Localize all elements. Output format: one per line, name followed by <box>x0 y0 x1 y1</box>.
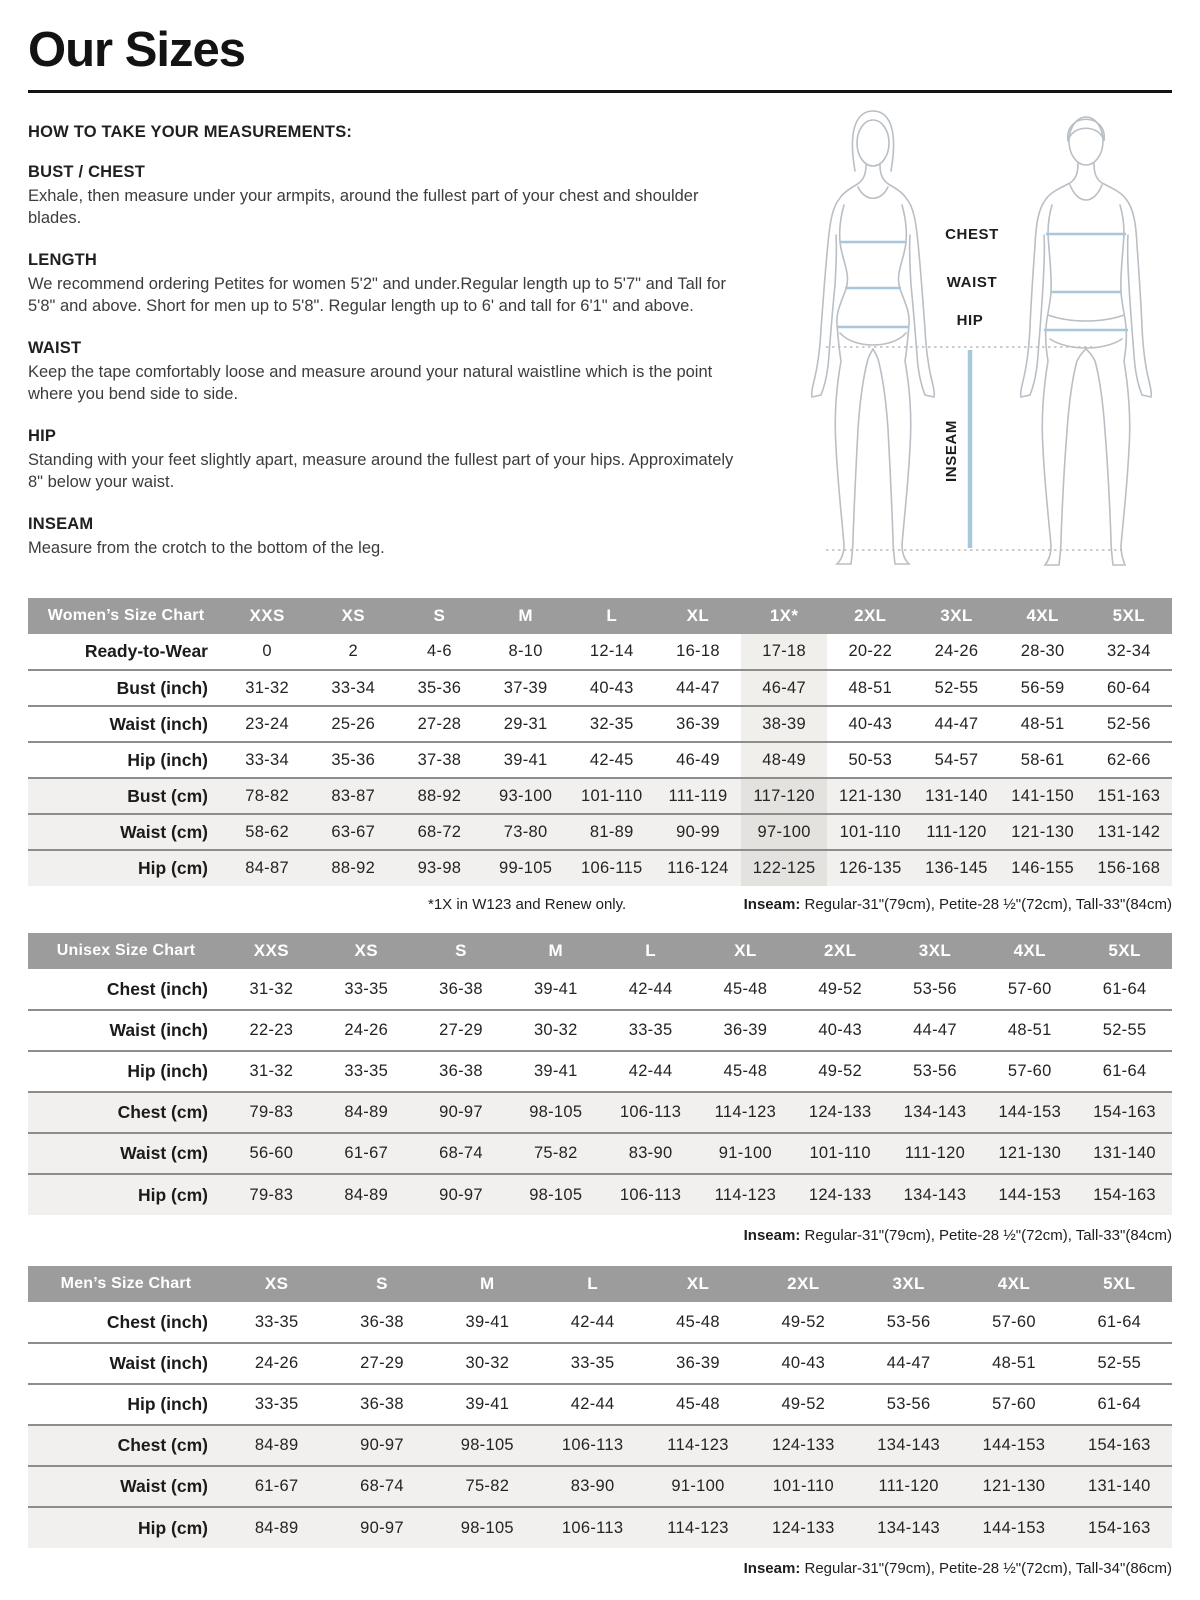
row-label: Waist (inch) <box>109 1020 208 1040</box>
size-cell: 39-41 <box>465 1395 510 1413</box>
size-cell: 88-92 <box>310 850 396 886</box>
size-cell: 106-113 <box>540 1425 645 1466</box>
size-cell: 38-39 <box>741 706 827 742</box>
size-cell: 124-133 <box>751 1425 856 1466</box>
bust-chest-text: Exhale, then measure under your armpits, around the fullest part of your chest and shoulder blades. <box>28 187 699 227</box>
size-column-header: XL <box>698 933 793 969</box>
row-label: Hip (cm) <box>28 1174 224 1215</box>
row-label: Hip (inch) <box>127 749 208 770</box>
size-column-header: 4XL <box>1000 598 1086 634</box>
size-cell: 37-39 <box>503 678 548 697</box>
size-cell: 114-123 <box>698 1092 793 1133</box>
size-cell: 49-52 <box>781 1312 826 1331</box>
size-cell: 98-105 <box>508 1174 603 1215</box>
row-label: Bust (inch) <box>116 677 208 698</box>
size-cell: 52-55 <box>934 678 979 697</box>
size-cell: 25-26 <box>331 714 376 733</box>
size-cell: 134-143 <box>888 1174 983 1215</box>
size-cell: 39-41 <box>533 979 578 998</box>
row-label: Hip (cm) <box>28 1507 224 1548</box>
size-cell: 154-163 <box>1067 1507 1172 1548</box>
hip-heading: HIP <box>28 426 57 445</box>
womens-size-chart-table <box>28 598 1172 886</box>
size-cell: 154-163 <box>1077 1174 1172 1215</box>
size-cell: 131-140 <box>1077 1133 1172 1174</box>
row-label: Chest (cm) <box>28 1092 224 1133</box>
size-cell: 49-52 <box>781 1395 826 1413</box>
size-cell: 122-125 <box>741 850 827 886</box>
size-cell: 114-123 <box>645 1507 750 1548</box>
size-cell: 32-35 <box>589 714 634 733</box>
size-cell: 48-51 <box>992 1354 1036 1372</box>
length-text: We recommend ordering Petites for women 5'2" and under.Regular length up to 5'7" and Tall for 5'8" and above. Short for men up to 5'8". Regular length up to 6' and tall for 6'1" and above. <box>28 274 726 315</box>
size-column-header: M <box>508 933 603 969</box>
row-label: Hip (cm) <box>28 850 224 886</box>
row-label: Bust (cm) <box>28 778 224 814</box>
unisex-size-chart <box>28 933 1172 1215</box>
size-cell: 36-38 <box>360 1395 404 1413</box>
size-cell: 53-56 <box>913 1062 957 1080</box>
male-figure <box>1021 117 1152 565</box>
page-title: Our Sizes <box>28 23 246 77</box>
womens-size-chart <box>28 598 1172 886</box>
size-column-header: 2XL <box>827 598 913 634</box>
size-cell: 97-100 <box>741 814 827 850</box>
size-cell: 39-41 <box>465 1312 510 1331</box>
size-cell: 61-64 <box>1102 979 1147 998</box>
size-cell: 90-97 <box>329 1425 434 1466</box>
size-cell: 106-113 <box>603 1174 698 1215</box>
size-cell: 84-89 <box>224 1425 329 1466</box>
size-cell: 83-90 <box>603 1133 698 1174</box>
intro-section <box>28 97 1172 584</box>
size-column-header: S <box>414 933 509 969</box>
size-cell: 8-10 <box>508 642 543 660</box>
size-cell: 98-105 <box>508 1092 603 1133</box>
size-cell: 62-66 <box>1107 750 1151 769</box>
size-cell: 61-67 <box>224 1466 329 1507</box>
row-label: Chest (inch) <box>106 1311 208 1332</box>
size-cell: 131-140 <box>913 778 999 814</box>
size-cell: 33-35 <box>628 1021 673 1039</box>
size-cell: 16-18 <box>676 642 720 660</box>
size-cell: 124-133 <box>793 1092 888 1133</box>
size-column-header: XS <box>224 1266 329 1302</box>
size-cell: 136-145 <box>913 850 999 886</box>
size-cell: 31-32 <box>245 678 289 697</box>
size-cell: 60-64 <box>1107 678 1151 697</box>
table-row <box>28 1051 1172 1092</box>
size-cell: 116-124 <box>655 850 741 886</box>
table-title: Men’s Size Chart <box>28 1266 224 1302</box>
size-cell: 42-44 <box>570 1395 615 1413</box>
size-cell: 111-119 <box>655 778 741 814</box>
size-column-header: XS <box>310 598 396 634</box>
size-cell: 46-49 <box>676 750 720 769</box>
size-column-header: 3XL <box>913 598 999 634</box>
size-cell: 68-74 <box>329 1466 434 1507</box>
size-cell: 24-26 <box>254 1354 299 1372</box>
table-row <box>28 1466 1172 1507</box>
table-row <box>28 1174 1172 1215</box>
size-cell: 27-28 <box>417 714 462 733</box>
size-cell: 58-61 <box>1020 750 1065 769</box>
table-row <box>28 706 1172 742</box>
size-cell: 68-72 <box>396 814 482 850</box>
table-row <box>28 670 1172 706</box>
hip-label: HIP <box>956 312 984 329</box>
size-column-header: XL <box>645 1266 750 1302</box>
size-cell: 134-143 <box>856 1425 961 1466</box>
size-cell: 101-110 <box>793 1133 888 1174</box>
size-column-header: M <box>435 1266 540 1302</box>
size-cell: 33-35 <box>570 1354 615 1372</box>
size-cell: 42-45 <box>589 750 634 769</box>
size-cell: 32-34 <box>1107 642 1151 660</box>
size-cell: 53-56 <box>886 1395 931 1413</box>
table-row <box>28 1343 1172 1384</box>
size-cell: 27-29 <box>360 1354 404 1372</box>
size-cell: 36-38 <box>360 1312 404 1331</box>
size-cell: 144-153 <box>982 1174 1077 1215</box>
size-cell: 61-67 <box>319 1133 414 1174</box>
size-cell: 45-48 <box>723 979 768 998</box>
row-label: Hip (inch) <box>127 1061 208 1081</box>
size-cell: 33-35 <box>344 1062 389 1080</box>
size-cell: 134-143 <box>888 1092 983 1133</box>
size-cell: 57-60 <box>992 1312 1036 1331</box>
size-cell: 68-74 <box>414 1133 509 1174</box>
size-cell: 101-110 <box>751 1466 856 1507</box>
row-label: Hip (inch) <box>127 1394 208 1414</box>
size-cell: 63-67 <box>310 814 396 850</box>
size-cell: 42-44 <box>628 1062 673 1080</box>
size-cell: 48-51 <box>848 678 893 697</box>
size-cell: 79-83 <box>224 1092 319 1133</box>
size-cell: 27-29 <box>439 1021 483 1039</box>
mens-size-chart <box>28 1266 1172 1548</box>
size-cell: 44-47 <box>934 714 979 733</box>
size-cell: 45-48 <box>676 1395 720 1413</box>
row-label: Waist (cm) <box>28 1466 224 1507</box>
size-column-header: XL <box>655 598 741 634</box>
waist-heading: WAIST <box>28 338 82 357</box>
size-cell: 56-59 <box>1020 678 1065 697</box>
size-column-header: L <box>603 933 698 969</box>
size-cell: 31-32 <box>249 979 294 998</box>
size-cell: 144-153 <box>961 1425 1066 1466</box>
row-label: Chest (cm) <box>28 1425 224 1466</box>
table-row <box>28 1092 1172 1133</box>
size-cell: 84-89 <box>319 1092 414 1133</box>
size-column-header: 5XL <box>1067 1266 1172 1302</box>
size-cell: 111-120 <box>913 814 999 850</box>
chest-label: CHEST <box>945 226 999 243</box>
size-cell: 134-143 <box>856 1507 961 1548</box>
size-cell: 45-48 <box>723 1062 768 1080</box>
size-column-header: 4XL <box>961 1266 1066 1302</box>
table-row <box>28 778 1172 814</box>
size-cell: 78-82 <box>224 778 310 814</box>
size-cell: 57-60 <box>1007 979 1052 998</box>
size-cell: 40-43 <box>589 678 634 697</box>
size-cell: 111-120 <box>856 1466 961 1507</box>
size-cell: 99-105 <box>483 850 569 886</box>
mens-table-footnotes <box>28 1560 1172 1577</box>
mens-inseam-footnote: Inseam: Regular-31"(79cm), Petite-28 ½"(72cm), Tall-34"(86cm) <box>743 1560 1172 1577</box>
table-row <box>28 1507 1172 1548</box>
size-cell: 121-130 <box>961 1466 1066 1507</box>
table-row <box>28 850 1172 886</box>
size-cell: 52-56 <box>1107 714 1151 733</box>
row-label: Waist (inch) <box>109 1353 208 1373</box>
size-cell: 33-35 <box>254 1395 299 1413</box>
size-cell: 28-30 <box>1020 642 1065 660</box>
table-title: Unisex Size Chart <box>28 933 224 969</box>
measurement-figure <box>780 99 1172 584</box>
size-cell: 2 <box>348 642 358 660</box>
size-cell: 37-38 <box>417 750 462 769</box>
size-column-header: XXS <box>224 598 310 634</box>
size-cell: 29-31 <box>503 714 548 733</box>
size-cell: 48-49 <box>741 742 827 778</box>
size-cell: 30-32 <box>465 1354 510 1372</box>
size-cell: 90-99 <box>655 814 741 850</box>
size-cell: 35-36 <box>331 750 376 769</box>
size-cell: 144-153 <box>961 1507 1066 1548</box>
size-cell: 84-89 <box>319 1174 414 1215</box>
size-cell: 114-123 <box>645 1425 750 1466</box>
size-column-header: L <box>540 1266 645 1302</box>
size-column-header: 4XL <box>982 933 1077 969</box>
size-cell: 106-113 <box>603 1092 698 1133</box>
size-cell: 154-163 <box>1067 1425 1172 1466</box>
size-cell: 106-115 <box>569 850 655 886</box>
size-column-header: 3XL <box>888 933 983 969</box>
size-cell: 48-51 <box>1007 1021 1052 1039</box>
size-cell: 98-105 <box>435 1425 540 1466</box>
size-cell: 101-110 <box>569 778 655 814</box>
hip-text: Standing with your feet slightly apart, measure around the fullest part of your hips. Approximately 8" below your waist. <box>28 450 734 491</box>
size-cell: 42-44 <box>628 979 673 998</box>
size-cell: 24-26 <box>934 642 979 660</box>
size-cell: 151-163 <box>1086 778 1172 814</box>
size-cell: 42-44 <box>570 1312 615 1331</box>
row-label: Chest (inch) <box>106 978 208 999</box>
size-cell: 83-90 <box>540 1466 645 1507</box>
size-cell: 36-39 <box>676 714 720 733</box>
instructions-heading: HOW TO TAKE YOUR MEASUREMENTS: <box>28 123 353 141</box>
size-tables-section <box>28 598 1172 1577</box>
inseam-text: Measure from the crotch to the bottom of the leg. <box>28 538 385 557</box>
table-row <box>28 1302 1172 1343</box>
size-column-header: 2XL <box>793 933 888 969</box>
size-cell: 83-87 <box>310 778 396 814</box>
title-divider <box>28 90 1172 93</box>
size-cell: 114-123 <box>698 1174 793 1215</box>
size-cell: 44-47 <box>676 678 720 697</box>
row-label: Waist (inch) <box>109 713 208 734</box>
size-cell: 30-32 <box>533 1021 578 1039</box>
size-cell: 33-34 <box>331 678 376 697</box>
size-cell: 33-35 <box>344 979 389 998</box>
mens-size-chart-table <box>28 1266 1172 1548</box>
size-cell: 53-56 <box>913 979 957 998</box>
size-cell: 44-47 <box>913 1021 957 1039</box>
size-cell: 101-110 <box>827 814 913 850</box>
1x-footnote: *1X in W123 and Renew only. <box>428 896 627 913</box>
inseam-label: INSEAM <box>943 420 960 482</box>
size-cell: 144-153 <box>982 1092 1077 1133</box>
size-cell: 17-18 <box>741 634 827 670</box>
length-heading: LENGTH <box>28 250 98 269</box>
size-cell: 35-36 <box>417 678 462 697</box>
size-cell: 44-47 <box>886 1354 931 1372</box>
size-cell: 4-6 <box>427 642 452 660</box>
size-cell: 156-168 <box>1086 850 1172 886</box>
size-cell: 48-51 <box>1020 714 1065 733</box>
size-cell: 58-62 <box>224 814 310 850</box>
size-cell: 39-41 <box>533 1062 578 1080</box>
table-row <box>28 1384 1172 1425</box>
size-column-header: S <box>396 598 482 634</box>
size-cell: 121-130 <box>827 778 913 814</box>
size-cell: 56-60 <box>224 1133 319 1174</box>
measurement-instructions <box>28 97 734 584</box>
size-cell: 93-98 <box>396 850 482 886</box>
unisex-size-chart-table <box>28 933 1172 1215</box>
table-row <box>28 1133 1172 1174</box>
size-cell: 121-130 <box>1000 814 1086 850</box>
size-cell: 61-64 <box>1097 1395 1142 1413</box>
size-cell: 98-105 <box>435 1507 540 1548</box>
waist-text: Keep the tape comfortably loose and measure around your natural waistline which is the point where you bend side to side. <box>28 362 713 403</box>
size-cell: 52-55 <box>1102 1021 1147 1039</box>
size-cell: 84-87 <box>224 850 310 886</box>
size-cell: 106-113 <box>540 1507 645 1548</box>
size-column-header: 1X* <box>741 598 827 634</box>
size-cell: 40-43 <box>818 1021 863 1039</box>
size-cell: 54-57 <box>934 750 979 769</box>
size-cell: 84-89 <box>224 1507 329 1548</box>
size-cell: 91-100 <box>698 1133 793 1174</box>
size-cell: 131-140 <box>1067 1466 1172 1507</box>
size-cell: 12-14 <box>589 642 634 660</box>
size-cell: 24-26 <box>344 1021 389 1039</box>
size-cell: 45-48 <box>676 1312 720 1331</box>
size-column-header: L <box>569 598 655 634</box>
unisex-inseam-footnote: Inseam: Regular-31"(79cm), Petite-28 ½"(72cm), Tall-33"(84cm) <box>743 1227 1172 1244</box>
size-cell: 33-35 <box>254 1312 299 1331</box>
size-cell: 36-39 <box>676 1354 720 1372</box>
size-cell: 124-133 <box>793 1174 888 1215</box>
size-cell: 40-43 <box>781 1354 826 1372</box>
size-cell: 22-23 <box>249 1021 294 1039</box>
bust-chest-heading: BUST / CHEST <box>28 163 145 181</box>
size-cell: 91-100 <box>645 1466 750 1507</box>
row-label: Waist (cm) <box>28 1133 224 1174</box>
table-row <box>28 634 1172 670</box>
size-cell: 0 <box>262 642 272 660</box>
size-cell: 75-82 <box>508 1133 603 1174</box>
size-column-header: 2XL <box>751 1266 856 1302</box>
size-cell: 23-24 <box>245 714 289 733</box>
size-cell: 124-133 <box>751 1507 856 1548</box>
size-column-header: 5XL <box>1086 598 1172 634</box>
table-row <box>28 742 1172 778</box>
size-cell: 146-155 <box>1000 850 1086 886</box>
size-cell: 40-43 <box>848 714 893 733</box>
size-cell: 73-80 <box>483 814 569 850</box>
size-column-header: XS <box>319 933 414 969</box>
size-cell: 36-38 <box>439 979 483 998</box>
size-cell: 46-47 <box>741 670 827 706</box>
size-cell: 131-142 <box>1086 814 1172 850</box>
size-column-header: 5XL <box>1077 933 1172 969</box>
size-cell: 36-39 <box>723 1021 768 1039</box>
size-cell: 117-120 <box>741 778 827 814</box>
table-row <box>28 1425 1172 1466</box>
female-figure <box>812 111 935 564</box>
size-column-header: S <box>329 1266 434 1302</box>
table-title: Women’s Size Chart <box>28 598 224 634</box>
size-cell: 49-52 <box>818 979 863 998</box>
size-cell: 49-52 <box>818 1062 863 1080</box>
table-row <box>28 814 1172 850</box>
womens-inseam-footnote: Inseam: Regular-31"(79cm), Petite-28 ½"(72cm), Tall-33"(84cm) <box>743 896 1172 913</box>
row-label: Waist (cm) <box>28 814 224 850</box>
size-cell: 61-64 <box>1097 1312 1142 1331</box>
size-cell: 88-92 <box>396 778 482 814</box>
size-cell: 90-97 <box>329 1507 434 1548</box>
size-column-header: M <box>483 598 569 634</box>
table-row <box>28 1010 1172 1051</box>
row-label: Ready-to-Wear <box>84 641 208 661</box>
inseam-heading: INSEAM <box>28 514 94 533</box>
waist-label: WAIST <box>946 274 998 291</box>
size-cell: 79-83 <box>224 1174 319 1215</box>
size-cell: 20-22 <box>848 642 893 660</box>
size-cell: 81-89 <box>569 814 655 850</box>
size-cell: 53-56 <box>886 1312 931 1331</box>
body-measurement-illustration <box>780 99 1172 579</box>
size-cell: 31-32 <box>249 1062 294 1080</box>
size-column-header: XXS <box>224 933 319 969</box>
size-cell: 57-60 <box>1007 1062 1052 1080</box>
size-cell: 57-60 <box>992 1395 1036 1413</box>
womens-table-footnotes <box>28 896 1172 913</box>
size-cell: 33-34 <box>245 750 289 769</box>
size-cell: 111-120 <box>888 1133 983 1174</box>
size-cell: 141-150 <box>1000 778 1086 814</box>
size-cell: 126-135 <box>827 850 913 886</box>
size-cell: 39-41 <box>503 750 548 769</box>
size-cell: 52-55 <box>1097 1354 1142 1372</box>
size-column-header: 3XL <box>856 1266 961 1302</box>
size-cell: 75-82 <box>435 1466 540 1507</box>
size-cell: 154-163 <box>1077 1092 1172 1133</box>
size-cell: 90-97 <box>414 1092 509 1133</box>
size-cell: 93-100 <box>483 778 569 814</box>
size-cell: 61-64 <box>1102 1062 1147 1080</box>
size-cell: 36-38 <box>439 1062 483 1080</box>
size-cell: 121-130 <box>982 1133 1077 1174</box>
table-row <box>28 969 1172 1010</box>
size-cell: 90-97 <box>414 1174 509 1215</box>
unisex-table-footnotes <box>28 1227 1172 1244</box>
size-cell: 50-53 <box>848 750 893 769</box>
